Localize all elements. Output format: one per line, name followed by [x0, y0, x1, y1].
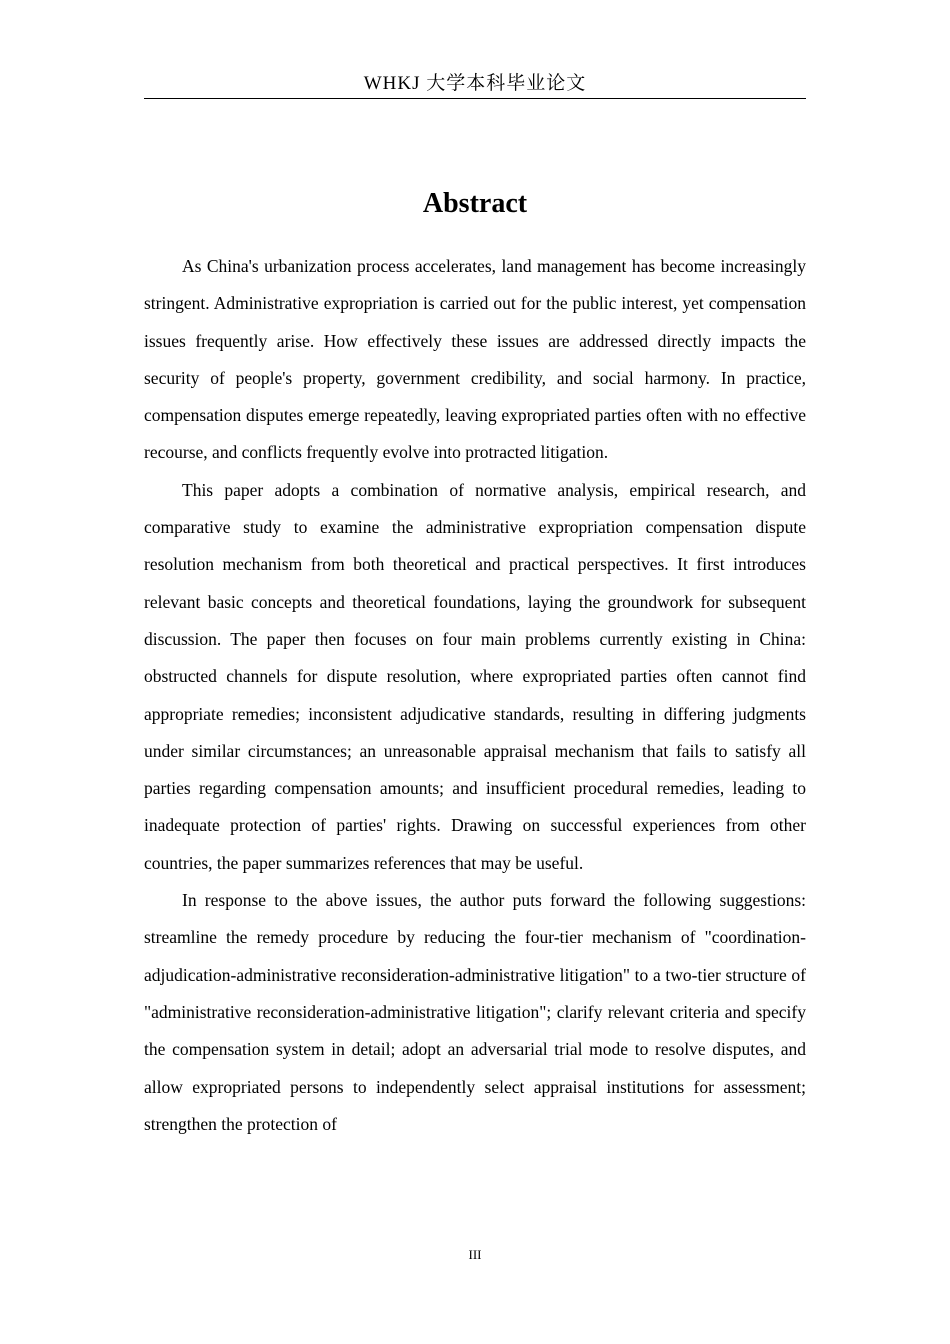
abstract-paragraph: In response to the above issues, the author puts forward the following suggestions: streamline the remedy procedure by reducing the four-tier mechanism of "coordination-adjudication-administrative reconsideration-administrative litigation" to a two-tier structure of "administrative reconsideration-administrative litigation"; clarify relevant criteria and specify the compensation system in detail; adopt an adversarial trial mode to resolve disputes, and allow expropriated persons to independently select appraisal institutions for assessment; strengthen the protection of	[144, 890, 806, 1134]
header-rule	[144, 98, 806, 99]
page-number: III	[468, 1247, 482, 1262]
abstract-paragraph: This paper adopts a combination of normative analysis, empirical research, and comparative study to examine the administrative expropriation compensation dispute resolution mechanism from both theoretical and practical perspectives. It first introduces relevant basic concepts and theoretical foundations, laying the groundwork for subsequent discussion. The paper then focuses on four main problems currently existing in China: obstructed channels for dispute resolution, where expropriated parties often cannot find appropriate remedies; inconsistent adjudicative standards, resulting in differing judgments under similar circumstances; an unreasonable appraisal mechanism that fails to satisfy all parties regarding compensation amounts; and insufficient procedural remedies, leading to inadequate protection of parties' rights. Drawing on successful experiences from other countries, the paper summarizes references that may be useful.	[144, 479, 806, 873]
abstract-paragraph: As China's urbanization process accelerates, land management has become increasingly stringent. Administrative expropriation is carried out for the public interest, yet compensation issues frequently arise. How effectively these issues are addressed directly impacts the security of people's property, government credibility, and social harmony. In practice, compensation disputes emerge repeatedly, leaving expropriated parties often with no effective recourse, and conflicts frequently evolve into protracted litigation.	[144, 256, 806, 463]
abstract-body	[144, 248, 806, 1143]
running-header: WHKJ 大学本科毕业论文	[363, 73, 587, 94]
abstract-heading: Abstract	[422, 188, 528, 219]
